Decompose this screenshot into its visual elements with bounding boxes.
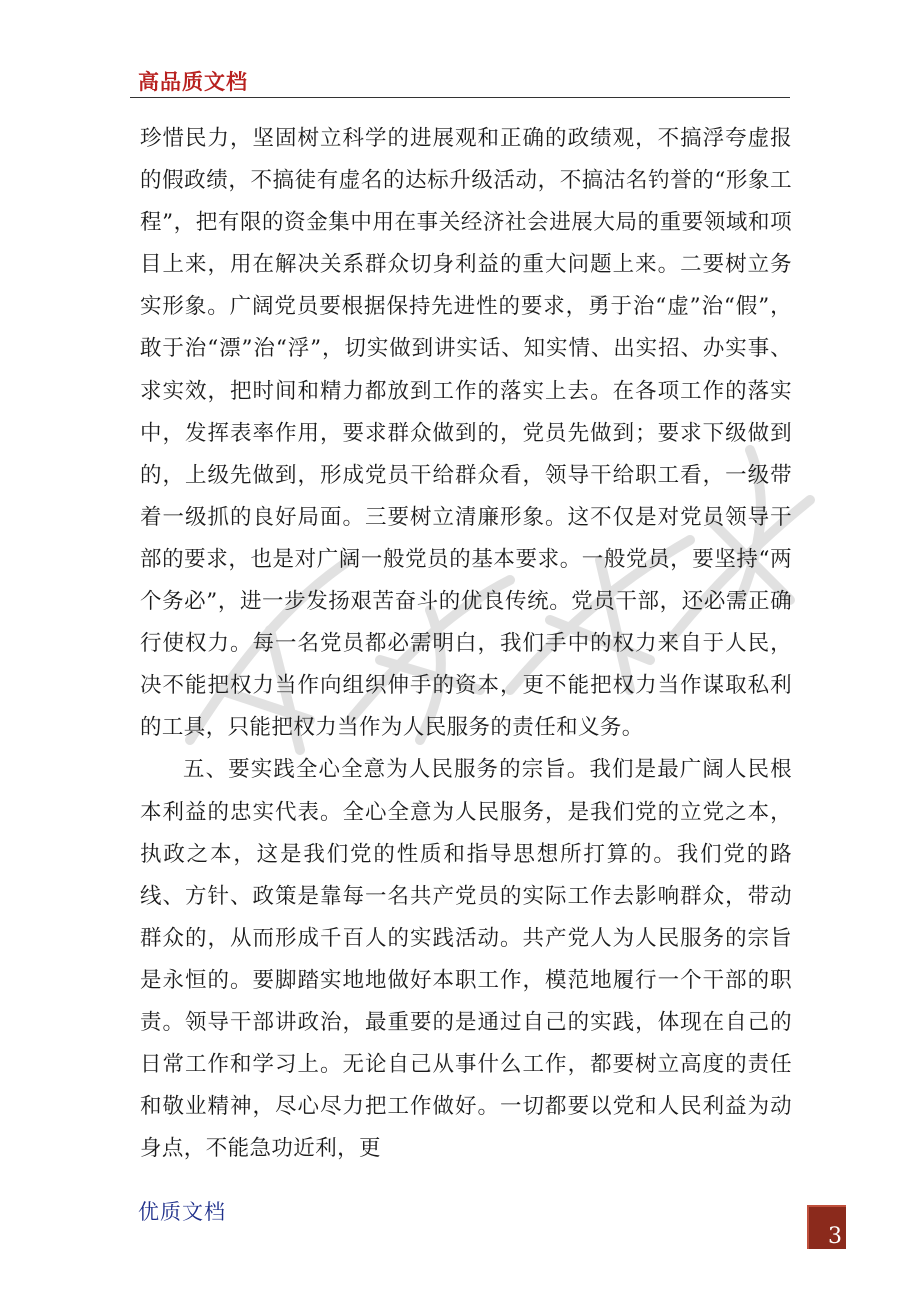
- page-number-badge: [807, 1205, 846, 1249]
- page-number: 3: [828, 1224, 842, 1249]
- body-paragraph: 珍惜民力，坚固树立科学的进展观和正确的政绩观，不搞浮夸虚报的假政绩，不搞徒有虚名的达标升级活动，不搞沽名钓誉的“形象工程”，把有限的资金集中用在事关经济社会进展大局的重要领域和项目上来，用在解决关系群众切身利益的重大问题上来。二要树立务实形象。广阔党员要根据保持先进性的要求，勇于治“虚”治“假”，敢于治“漂”治“浮”，切实做到讲实话、知实情、出实招、办实事、求实效，把时间和精力都放到工作的落实上去。在各项工作的落实中，发挥表率作用，要求群众做到的，党员先做到；要求下级做到的，上级先做到，形成党员干给群众看，领导干给职工看，一级带着一级抓的良好局面。三要树立清廉形象。这不仅是对党员领导干部的要求，也是对广阔一般党员的基本要求。一般党员，要坚持“两个务必”，进一步发扬艰苦奋斗的优良传统。党员干部，还必需正确行使权力。每一名党员都必需明白，我们手中的权力来自于人民，决不能把权力当作向组织伸手的资本，更不能把权力当作谋取私利的工具，只能把权力当作为人民服务的责任和义务。: [140, 126, 792, 741]
- footer-title: 优质文档: [138, 1200, 226, 1224]
- body-paragraph: 五、要实践全心全意为人民服务的宗旨。我们是最广阔人民根本利益的忠实代表。全心全意为人民服务，是我们党的立党之本，执政之本，这是我们党的性质和指导思想所打算的。我们党的路线、方针、政策是靠每一名共产党员的实际工作去影响群众，带动群众的，从而形成千百人的实践活动。共产党人为人民服务的宗旨是永恒的。要脚踏实地地做好本职工作，模范地履行一个干部的职责。领导干部讲政治，最重要的是通过自己的实践，体现在自己的日常工作和学习上。无论自己从事什么工作，都要树立高度的责任和敬业精神，尽心尽力把工作做好。一切都要以党和人民利益为动身点，不能急功近利，更: [140, 757, 792, 1162]
- header-title: 高品质文档: [138, 70, 248, 94]
- document-body: [140, 118, 792, 1170]
- header-divider: [130, 97, 790, 98]
